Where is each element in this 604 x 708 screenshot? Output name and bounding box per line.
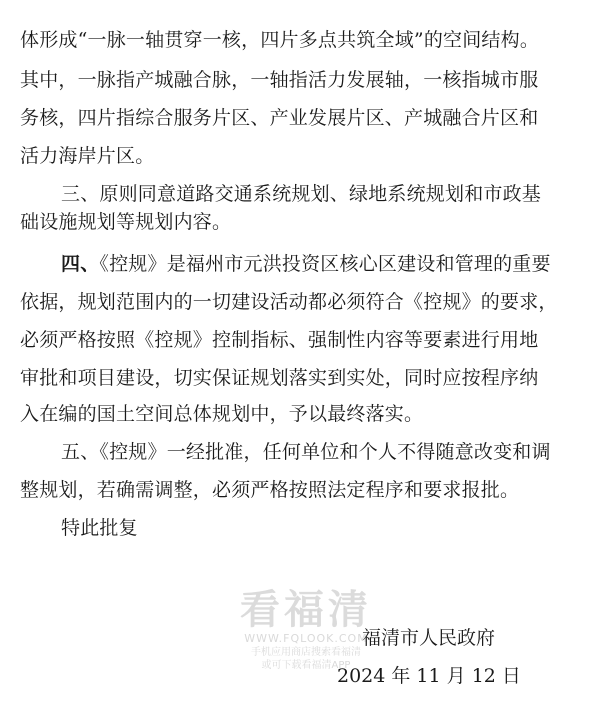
paragraph-line: 依据，规划范围内的一切建设活动都必须符合《控规》的要求， [20,291,558,313]
issue-date: 2024 年 11 月 12 日 [337,665,521,687]
paragraph-line: 其中，一脉指产城融合脉，一轴指活力发展轴，一核指城市服 [20,69,539,91]
paragraph-line: 体形成“一脉一轴贯穿一核，四片多点共筑全域”的空间结构。 [20,29,540,51]
watermark-url: WWW.FQLOOK.COM [244,632,368,645]
paragraph-line: 整规划，若确需调整，必须严格按照法定程序和要求报批。 [20,479,520,501]
watermark-line-2: 或可下载看福清APP [261,660,351,671]
closing-text: 特此批复 [61,517,138,539]
paragraph-line: 必须严格按照《控规》控制指标、强制性内容等要素进行用地 [20,329,539,351]
paragraph-line: 务核，四片指综合服务片区、产业发展片区、产城融合片区和 [20,107,539,129]
watermark-line-1: 手机应用商店搜索看福清 [251,647,361,658]
paragraph-line: 入在编的国土空间总体规划中，予以最终落实。 [20,403,424,425]
paragraph-line: 三、原则同意道路交通系统规划、绿地系统规划和市政基 [61,183,542,205]
paragraph-line: 活力海岸片区。 [20,145,155,167]
issuer-name: 福清市人民政府 [362,627,496,649]
paragraph-line: 五、《控规》一经批准，任何单位和个人不得随意改变和调 [61,441,551,463]
paragraph-line: 础设施规划等规划内容。 [20,211,232,233]
section-number: 四、 [61,253,100,275]
paragraph-text: 《控规》是福州市元洪投资区核心区建设和管理的重要 [99,253,551,275]
paragraph-line [61,252,586,276]
paragraph-line: 审批和项目建设，切实保证规划落实到实处，同时应按程序纳 [20,367,539,389]
watermark-logo: 看福清 [240,587,372,633]
